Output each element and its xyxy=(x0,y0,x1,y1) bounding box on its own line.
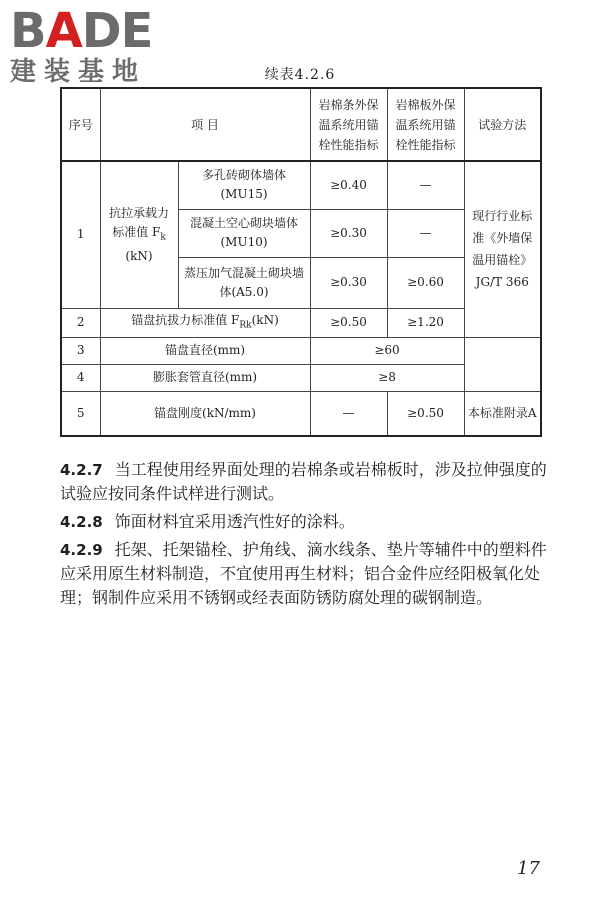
method-jgt366: 现行行业标准《外墙保温用锚栓》JG/T 366 xyxy=(464,161,541,337)
row1-group-label: 抗拉承载力 标准值 $F_k$ (kN) xyxy=(100,161,178,308)
row1-seq: 1 xyxy=(61,161,100,308)
clauses xyxy=(60,458,556,614)
row5-board-value: ≥0.50 xyxy=(387,391,464,436)
row1-sub1-board-value: — xyxy=(387,161,464,209)
table-row xyxy=(61,337,541,364)
row1-sub3-board-value: ≥0.60 xyxy=(387,257,464,308)
row2-seq: 2 xyxy=(61,308,100,337)
header-board-index: 岩棉板外保温系统用锚栓性能指标 xyxy=(387,88,464,161)
table-caption: 续表4.2.6 xyxy=(264,67,336,83)
row1-sub2-board-value: — xyxy=(387,209,464,257)
row5-method: 本标准附录A xyxy=(464,391,541,436)
header-strip-index: 岩棉条外保温系统用锚栓性能指标 xyxy=(310,88,387,161)
logo-wordmark: BADE xyxy=(10,3,153,59)
row2-board-value: ≥1.20 xyxy=(387,308,464,337)
table-header-row xyxy=(61,88,541,161)
row5-strip-value: — xyxy=(310,391,387,436)
row1-sub2-label: 混凝土空心砌块墙体 (MU10) xyxy=(178,209,310,257)
row1-sub3-strip-value: ≥0.30 xyxy=(310,257,387,308)
clause-4-2-8 xyxy=(60,510,556,534)
row4-label: 膨胀套管直径(mm) xyxy=(100,364,310,391)
row5-label: 锚盘刚度(kN/mm) xyxy=(100,391,310,436)
clause-number: 4.2.9 xyxy=(60,541,103,559)
row3-seq: 3 xyxy=(61,337,100,364)
row3-label: 锚盘直径(mm) xyxy=(100,337,310,364)
row2-label: 锚盘抗拔力标准值 $F_{Rk}(kN)$ xyxy=(100,308,310,337)
row2-strip-value: ≥0.50 xyxy=(310,308,387,337)
clause-text: 托架、托架锚栓、护角线、滴水线条、垫片等辅件中的塑料件应采用原生材料制造，不宜使用再生材料；铝合金件应经阳极氧化处理；钢制件应采用不锈钢或经表面防锈防腐处理的碳钢制造。 xyxy=(60,540,547,607)
clause-text: 当工程使用经界面处理的岩棉条或岩棉板时，涉及拉伸强度的试验应按同条件试样进行测试。 xyxy=(60,460,547,503)
row5-seq: 5 xyxy=(61,391,100,436)
clause-4-2-9 xyxy=(60,538,556,610)
clause-4-2-7 xyxy=(60,458,556,506)
logo-subtitle: 建装基地 xyxy=(10,57,147,87)
spec-table xyxy=(60,87,542,437)
row1-sub3-label: 蒸压加气混凝土砌块墙体(A5.0) xyxy=(178,257,310,308)
table-row xyxy=(61,161,541,209)
header-seq: 序号 xyxy=(61,88,100,161)
row1-sub1-strip-value: ≥0.40 xyxy=(310,161,387,209)
table-row xyxy=(61,364,541,391)
row4-value: ≥8 xyxy=(310,364,464,391)
row4-seq: 4 xyxy=(61,364,100,391)
row1-sub1-label: 多孔砖砌体墙体 (MU15) xyxy=(178,161,310,209)
clause-number: 4.2.7 xyxy=(60,461,103,479)
clause-number: 4.2.8 xyxy=(60,513,103,531)
header-test-method: 试验方法 xyxy=(464,88,541,161)
clause-text: 饰面材料宜采用透汽性好的涂料。 xyxy=(114,512,355,531)
page-number: 17 xyxy=(517,858,540,879)
row3-value: ≥60 xyxy=(310,337,464,364)
header-item: 项 目 xyxy=(100,88,310,161)
table-row xyxy=(61,391,541,436)
row1-sub2-strip-value: ≥0.30 xyxy=(310,209,387,257)
